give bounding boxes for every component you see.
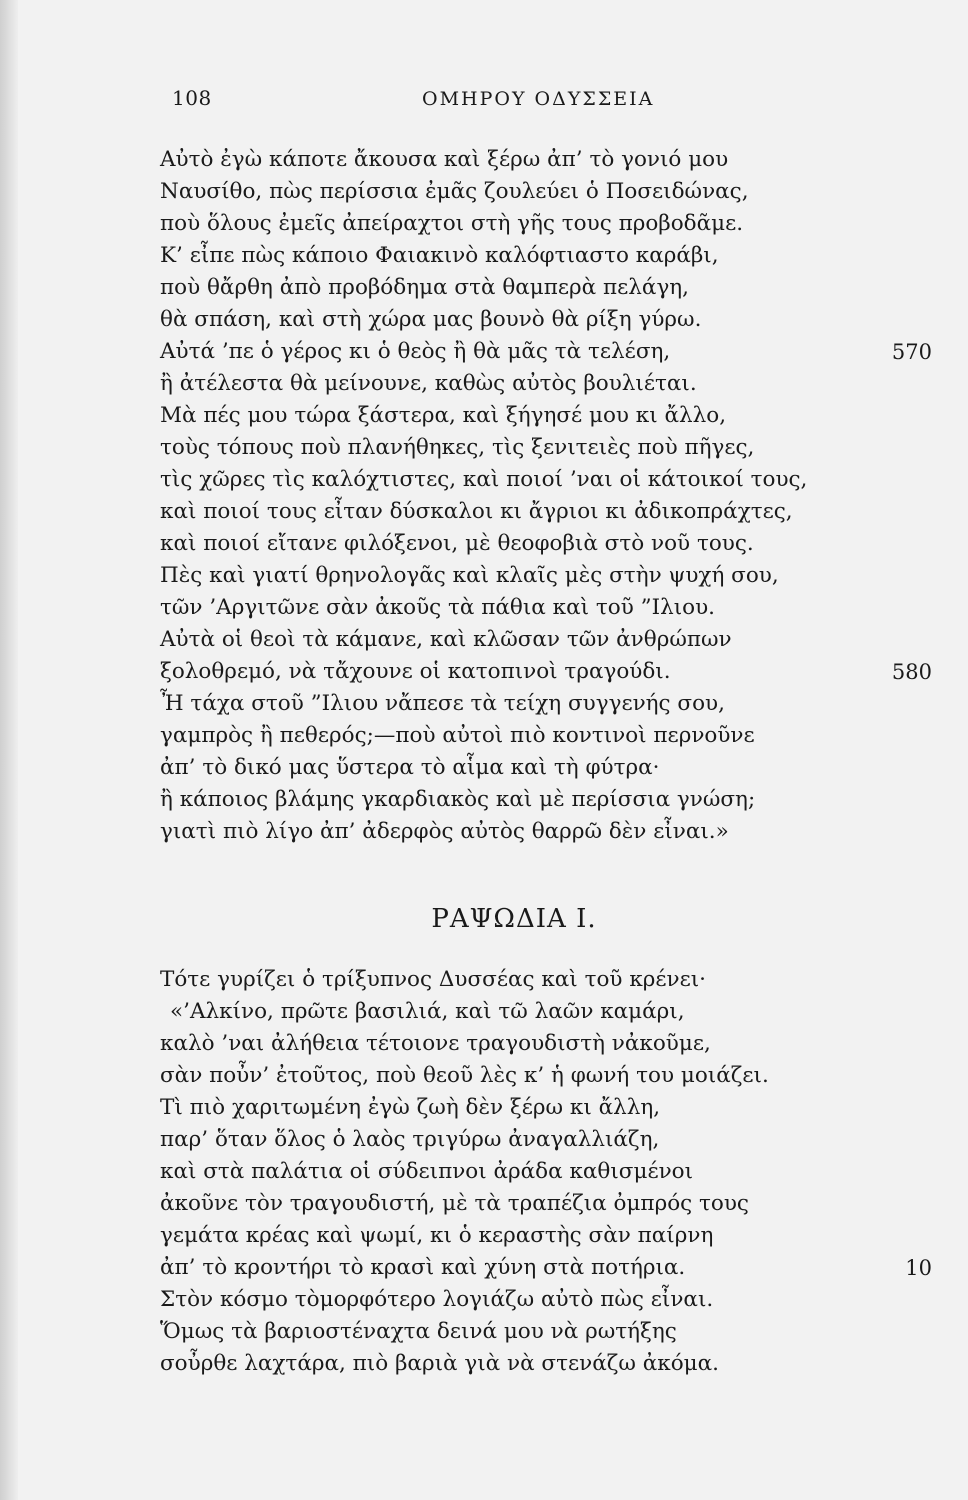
verse-line — [160, 656, 940, 688]
page-number: 108 — [172, 86, 212, 110]
verse-line — [160, 1156, 940, 1188]
page-binding-edge — [0, 0, 18, 1500]
verse-line — [160, 1060, 940, 1092]
verse-text: ἀπ’ τὸ δικό μας ὕστερα τὸ αἷμα καὶ τὴ φύτρα· — [160, 755, 660, 780]
verse-text: ξολοθρεμό, νὰ τἄχουνε οἱ κατοπινοὶ τραγούδι. — [160, 659, 671, 684]
page-header — [0, 86, 968, 118]
line-number: 570 — [891, 340, 932, 364]
verse-line — [160, 624, 940, 656]
verse-text: παρ’ ὅταν ὅλος ὁ λαὸς τριγύρω ἀναγαλλιάζη, — [160, 1127, 660, 1152]
verse-text: καὶ ποιοί εἴτανε φιλόξενοι, μὲ θεοφοβιὰ στὸ νοῦ τους. — [160, 531, 754, 556]
verse-text: Μὰ πές μου τώρα ξάστερα, καὶ ξήγησέ μου κι ἄλλο, — [160, 403, 727, 428]
verse-line — [160, 1028, 940, 1060]
verse-text: Ναυσίθο, πὼς περίσσια ἐμᾶς ζουλεύει ὁ Ποσειδώνας, — [160, 179, 749, 204]
verse-line — [160, 272, 940, 304]
verse-line — [160, 1188, 940, 1220]
verse-line — [160, 496, 940, 528]
verse-text: ἀκοῦνε τὸν τραγουδιστή, μὲ τὰ τραπέζια ὀμπρός τους — [160, 1191, 749, 1216]
verse-line — [160, 560, 940, 592]
verse-text: Πὲς καὶ γιατί θρηνολογᾶς καὶ κλαῖς μὲς στὴν ψυχή σου, — [160, 563, 779, 588]
verse-text: Αὐτά ’πε ὁ γέρος κι ὁ θεὸς ἢ θὰ μᾶς τὰ τελέση, — [160, 339, 671, 364]
verse-line — [160, 720, 940, 752]
verse-text: Ἦ τάχα στοῦ ”Ιλιου νἄπεσε τὰ τείχη συγγενής σου, — [160, 691, 725, 716]
chapter-heading: ΡΑΨΩΔΙΑ Ι. — [431, 904, 597, 934]
verse-text: Κ’ εἶπε πὼς κάποιο Φαιακινὸ καλόφτιαστο καράβι, — [160, 243, 719, 268]
verse-line — [160, 176, 940, 208]
verse-line — [160, 1316, 940, 1348]
verse-text: γεμάτα κρέας καὶ ψωμί, κι ὁ κεραστὴς σὰν παίρνη — [160, 1223, 714, 1248]
verse-text: Αὐτὸ ἐγὼ κάποτε ἄκουσα καὶ ξέρω ἀπ’ τὸ γονιό μου — [160, 147, 729, 172]
verse-text: Στὸν κόσμο τὸμορφότερο λογιάζω αὐτὸ πὼς εἶναι. — [160, 1287, 714, 1312]
verse-text: σὰν ποὖν’ ἐτοῦτος, ποὺ θεοῦ λὲς κ’ ἡ φωνή του μοιάζει. — [160, 1063, 769, 1088]
verse-text: ποὺ θἄρθη ἀπὸ προβόδημα στὰ θαμπερὰ πελάγη, — [160, 275, 690, 300]
line-number: 580 — [891, 660, 932, 684]
verse-text: τοὺς τόπους ποὺ πλανήθηκες, τὶς ξενιτειὲς ποὺ πῆγες, — [160, 435, 755, 460]
verse-line — [160, 528, 940, 560]
verse-text: σοὖρθε λαχτάρα, πιὸ βαριὰ γιὰ νὰ στενάζω ἀκόμα. — [160, 1351, 719, 1376]
verse-line — [160, 336, 940, 368]
verse-block-2 — [160, 964, 940, 1380]
verse-text: θὰ σπάση, καὶ στὴ χώρα μας βουνὸ θὰ ρίξη γύρω. — [160, 307, 702, 332]
verse-line — [160, 1220, 940, 1252]
verse-line — [160, 464, 940, 496]
verse-line — [160, 208, 940, 240]
verse-line — [160, 752, 940, 784]
verse-text: τὶς χῶρες τὶς καλόχτιστες, καὶ ποιοί ’ναι οἱ κάτοικοί τους, — [160, 467, 808, 492]
verse-text: «’Αλκίνο, πρῶτε βασιλιά, καὶ τῶ λαῶν καμάρι, — [170, 999, 685, 1024]
verse-text: καλὸ ’ναι ἀλήθεια τέτοιονε τραγουδιστὴ νἀκοῦμε, — [160, 1031, 711, 1056]
verse-line — [160, 240, 940, 272]
running-title: ΟΜΗΡΟΥ ΟΔΥΣΣΕΙΑ — [422, 88, 655, 110]
verse-line — [160, 368, 940, 400]
line-number: 10 — [905, 1256, 932, 1280]
verse-line — [160, 784, 940, 816]
verse-line — [160, 1348, 940, 1380]
verse-text: Τὶ πιὸ χαριτωμένη ἐγὼ ζωὴ δὲν ξέρω κι ἄλλη, — [160, 1095, 661, 1120]
verse-line — [160, 964, 940, 996]
verse-text: καὶ στὰ παλάτια οἱ σύδειπνοι ἀράδα καθισμένοι — [160, 1159, 694, 1184]
verse-line — [160, 1092, 940, 1124]
verse-text: γαμπρὸς ἢ πεθερός;—ποὺ αὐτοὶ πιὸ κοντινοὶ περνοῦνε — [160, 723, 755, 748]
verse-line — [160, 816, 940, 848]
verse-text: ἢ ἀτέλεστα θὰ μείνουνε, καθὼς αὐτὸς βουλιέται. — [160, 371, 697, 396]
verse-text: ἀπ’ τὸ κροντήρι τὸ κρασὶ καὶ χύνη στὰ ποτήρια. — [160, 1255, 686, 1280]
verse-text: ποὺ ὅλους ἐμεῖς ἀπείραχτοι στὴ γῆς τους προβοδᾶμε. — [160, 211, 744, 236]
verse-block-1 — [160, 144, 940, 848]
verse-text: ἢ κάποιος βλάμης γκαρδιακὸς καὶ μὲ περίσσια γνώση; — [160, 787, 756, 812]
verse-line — [160, 1284, 940, 1316]
verse-text: καὶ ποιοί τους εἶταν δύσκαλοι κι ἄγριοι κι ἀδικοπράχτες, — [160, 499, 793, 524]
verse-text: γιατὶ πιὸ λίγο ἀπ’ ἀδερφὸς αὐτὸς θαρρῶ δὲν εἶναι.» — [160, 819, 729, 844]
verse-line — [160, 996, 940, 1028]
verse-line — [160, 144, 940, 176]
verse-line — [160, 400, 940, 432]
verse-line — [160, 432, 940, 464]
verse-line — [160, 688, 940, 720]
verse-line — [160, 1252, 940, 1284]
verse-text: τῶν ’Αργιτῶνε σὰν ἀκοῦς τὰ πάθια καὶ τοῦ ”Ιλιου. — [160, 595, 716, 620]
verse-text: Τότε γυρίζει ὁ τρίξυπνος Δυσσέας καὶ τοῦ κρένει· — [160, 967, 707, 992]
verse-line — [160, 304, 940, 336]
verse-line — [160, 1124, 940, 1156]
verse-line — [160, 592, 940, 624]
verse-text: Ὅμως τὰ βαριοστέναχτα δεινά μου νὰ ρωτήξης — [160, 1319, 677, 1344]
verse-text: Αὐτὰ οἱ θεοὶ τὰ κάμανε, καὶ κλῶσαν τῶν ἀνθρώπων — [160, 627, 732, 652]
